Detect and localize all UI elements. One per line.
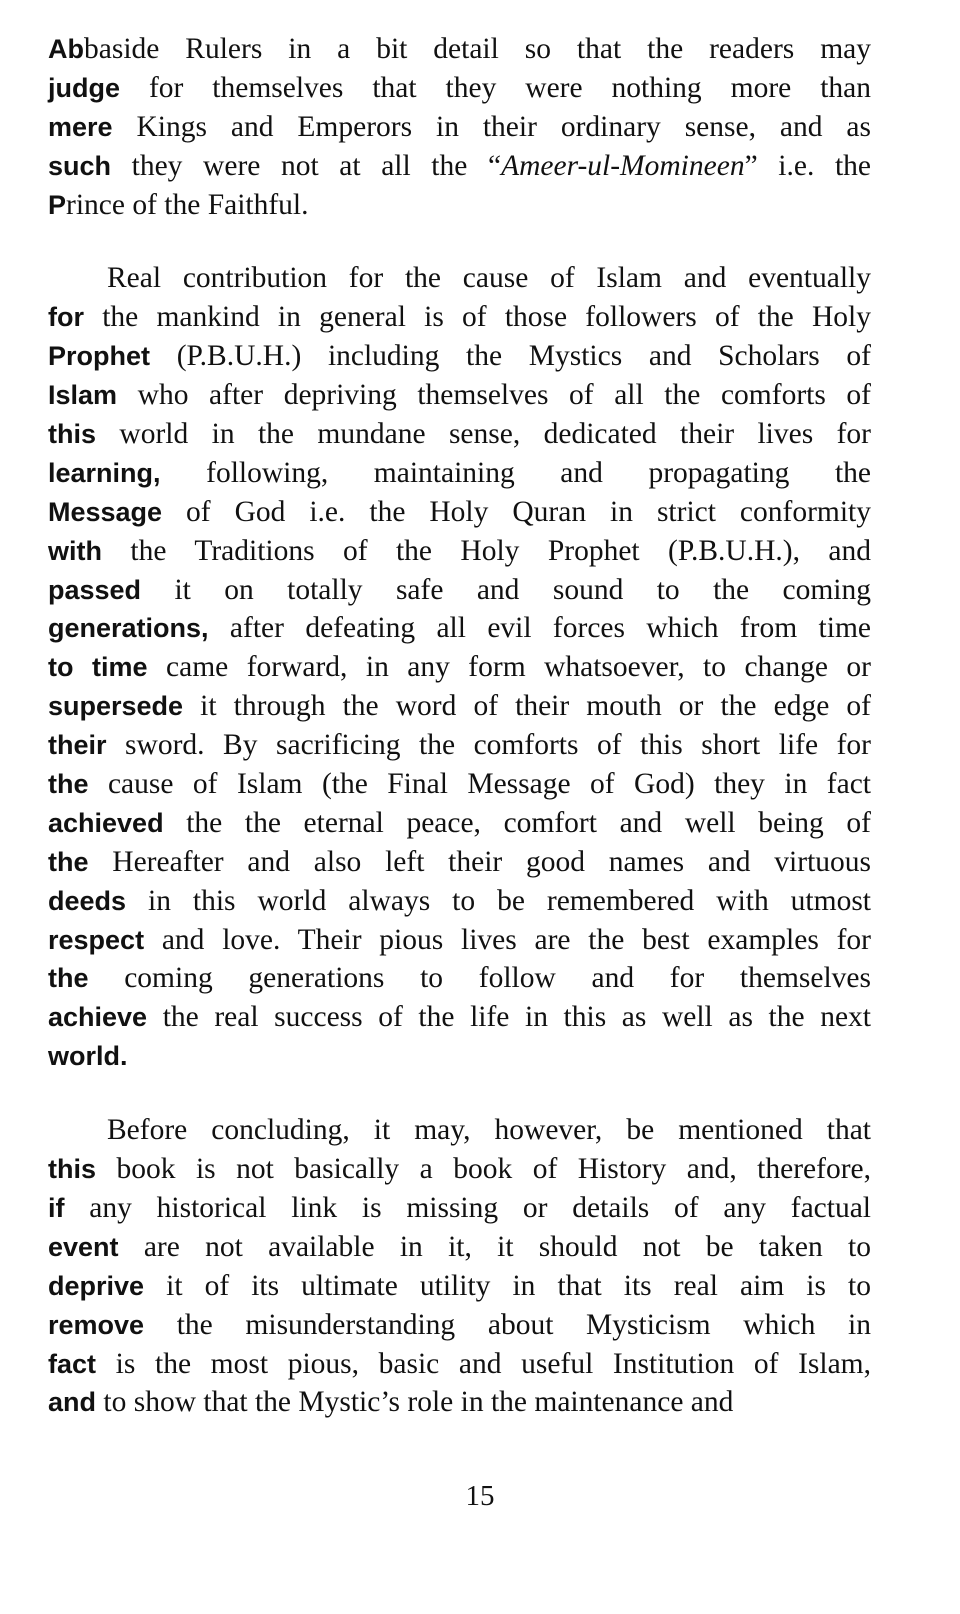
line-lead: with	[48, 535, 102, 566]
line-text: (P.B.U.H.) including the Mystics and Scholars of	[150, 340, 871, 373]
line-text: world in the mundane sense, dedicated their lives for	[96, 418, 871, 451]
line-text: it through the word of their mouth or the edge of	[183, 690, 871, 723]
text-line	[48, 959, 871, 998]
line-lead: for	[48, 302, 84, 333]
line-text: and love. Their pious lives are the best examples for	[144, 923, 871, 956]
line-lead: Ab	[48, 34, 84, 64]
text-line	[48, 882, 871, 921]
text-line	[48, 337, 871, 376]
line-lead: event	[48, 1231, 119, 1262]
line-lead: achieve	[48, 1002, 148, 1033]
text-line	[48, 532, 871, 571]
line-lead: this	[48, 419, 97, 450]
line-text: for themselves that they were nothing more than	[120, 71, 871, 104]
line-lead: this	[48, 1154, 97, 1185]
line-text: cause of Islam (the Final Message of God) they in fact	[88, 768, 871, 801]
line-lead: learning,	[48, 457, 161, 488]
line-lead: generations,	[48, 613, 209, 644]
line-text: the the eternal peace, comfort and well being of	[163, 806, 871, 839]
text-line	[48, 1267, 871, 1306]
text-line	[48, 765, 871, 804]
line-lead: the	[48, 963, 89, 994]
line-lead: achieved	[48, 807, 164, 838]
text-line	[48, 1150, 871, 1189]
text-line	[48, 147, 871, 186]
italic-title: Ameer-ul-Momineen	[501, 149, 745, 182]
line-text: who after depriving themselves of all the comforts of	[117, 379, 871, 412]
text-line	[48, 108, 871, 147]
line-text: after defeating all evil forces which from time	[208, 612, 871, 645]
line-lead: Message	[48, 496, 163, 527]
text-line	[48, 376, 871, 415]
text-line	[48, 30, 871, 69]
line-text: came forward, in any form whatsoever, to change or	[147, 651, 871, 684]
text-line	[48, 69, 871, 108]
line-lead: if	[48, 1192, 65, 1223]
text-line	[48, 998, 871, 1037]
text-line	[48, 726, 871, 765]
paragraph-2	[48, 259, 871, 1076]
line-text: are not available in it, it should not be taken to	[118, 1230, 871, 1263]
line-lead: Prophet	[48, 341, 151, 372]
line-lead: and	[48, 1387, 97, 1418]
text-line	[48, 493, 871, 532]
text-line	[48, 415, 871, 454]
line-text: book is not basically a book of History and, therefore,	[96, 1153, 871, 1186]
text-line	[48, 921, 871, 960]
line-lead: judge	[48, 72, 120, 103]
text-line	[48, 687, 871, 726]
line-lead: Islam	[48, 380, 118, 411]
text-line	[48, 1037, 871, 1076]
line-text: Kings and Emperors in their ordinary sense, and as	[112, 110, 871, 143]
line-text: Real contribution for the cause of Islam and eventually	[107, 262, 871, 295]
line-text: sword. By sacrificing the comforts of this short life for	[106, 729, 871, 762]
line-text: Before concluding, it may, however, be mentioned that	[107, 1114, 871, 1147]
line-text: coming generations to follow and for themselves	[88, 962, 871, 995]
line-text: in this world always to be remembered with utmost	[126, 884, 871, 917]
line-lead: their	[48, 730, 107, 761]
line-lead: to time	[48, 652, 148, 683]
line-text: it on totally safe and sound to the coming	[141, 573, 871, 606]
line-lead: the	[48, 769, 89, 800]
text-line	[48, 609, 871, 648]
line-text: the real success of the life in this as well as the next	[147, 1001, 871, 1034]
line-text: to show that the Mystic’s role in the maintenance and	[96, 1386, 734, 1419]
line-lead: deeds	[48, 885, 127, 916]
text-line	[48, 1111, 871, 1150]
line-lead: supersede	[48, 691, 184, 722]
line-text: the Traditions of the Holy Prophet (P.B.U.H.), and	[102, 534, 871, 567]
line-lead: passed	[48, 574, 142, 605]
page-body	[48, 30, 871, 1422]
text-line	[48, 1383, 871, 1422]
line-lead: deprive	[48, 1270, 145, 1301]
text-line	[48, 843, 871, 882]
line-text: baside Rulers in a bit detail so that the readers may	[84, 33, 871, 65]
line-lead: P	[48, 189, 67, 220]
text-line	[48, 648, 871, 687]
text-line	[48, 298, 871, 337]
text-line	[48, 259, 871, 298]
line-lead: remove	[48, 1309, 145, 1340]
line-lead: the	[48, 846, 89, 877]
text-line	[48, 1189, 871, 1228]
text-line	[48, 1228, 871, 1267]
paragraph-1	[48, 30, 871, 224]
text-line	[48, 1306, 871, 1345]
line-text: is the most pious, basic and useful Institution of Islam,	[96, 1347, 871, 1380]
text-line	[48, 571, 871, 610]
line-text: Hereafter and also left their good names and virtuous	[88, 845, 871, 878]
line-lead: fact	[48, 1348, 97, 1379]
text-line	[48, 804, 871, 843]
line-text: any historical link is missing or details of any factual	[64, 1191, 871, 1224]
line-text: following, maintaining and propagating the	[160, 456, 871, 489]
line-text: the mankind in general is of those followers of the Holy	[84, 301, 871, 334]
paragraph-3	[48, 1111, 871, 1422]
line-text: it of its ultimate utility in that its real aim is to	[144, 1269, 871, 1302]
line-lead: mere	[48, 111, 113, 142]
line-lead: such	[48, 150, 112, 181]
page-number: 15	[465, 1480, 495, 1512]
line-text: of God i.e. the Holy Quran in strict conformity	[162, 495, 871, 528]
line-lead: respect	[48, 924, 145, 955]
text-line	[48, 186, 871, 225]
text-line	[48, 454, 871, 493]
text-line	[48, 1345, 871, 1384]
line-text: the misunderstanding about Mysticism which in	[144, 1308, 871, 1341]
line-lead: world.	[48, 1041, 128, 1072]
line-text: they were not at all the “Ameer-ul-Momineen” i.e. the	[111, 149, 871, 182]
line-text: rince of the Faithful.	[66, 188, 309, 221]
